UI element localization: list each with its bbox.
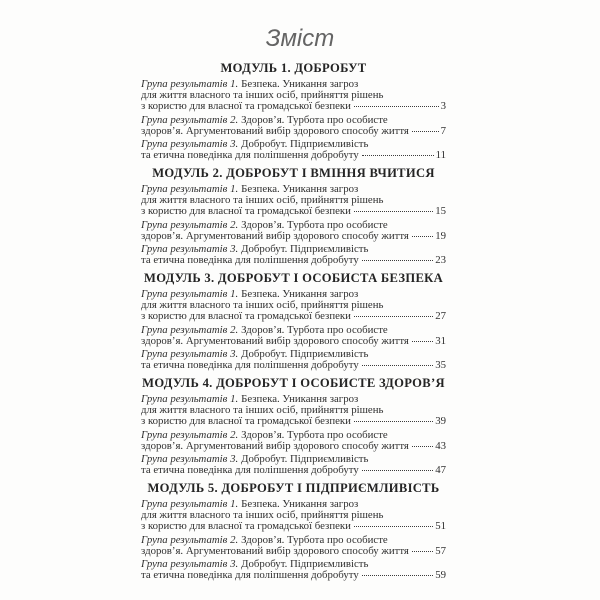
entry-lead: Група результатів 3. [141,453,239,465]
toc-entry [141,244,446,266]
entry-lead: Група результатів 2. [141,113,239,126]
page-number: 43 [435,439,446,452]
entry-text: Безпека. Уникання загроз [241,183,359,195]
entry-lead: Група результатів 1. [141,498,239,510]
entry-line [141,441,446,452]
entry-text: для життя власного та інших осіб, прийняття рішень [141,299,384,311]
entry-lead: Група результатів 1. [141,288,239,300]
entry-line [141,311,446,322]
entry-line [141,150,446,161]
entry-text: здоров’я. Аргументований вибір здорового способу життя [141,544,409,557]
entry-line [141,206,446,217]
entry-line [141,535,446,546]
dot-leader [362,470,433,471]
entry-text: Добробут. Підприємливість [241,243,369,255]
page-number: 23 [435,254,446,266]
entry-text: Добробут. Підприємливість [241,348,369,360]
entry-line [141,465,446,476]
entry-lead: Група результатів 2. [141,428,239,441]
entry-text: Здоров’я. Турбота про особисте [241,323,388,336]
entry-lead: Група результатів 2. [141,533,239,546]
entry-line [141,570,446,581]
entry-text: Добробут. Підприємливість [241,138,369,150]
entry-text: з користю для власної та громадської безпеки [141,310,351,322]
toc-entry [141,454,446,476]
page-number: 35 [435,359,446,371]
entry-text: здоров’я. Аргументований вибір здорового способу життя [141,439,409,452]
dot-leader [354,316,433,317]
entry-lead: Група результатів 3. [141,138,239,150]
page-number: 19 [435,229,446,242]
dot-leader [354,211,433,212]
entry-text: здоров’я. Аргументований вибір здорового способу життя [141,229,409,242]
entry-line [141,416,446,427]
toc [141,62,446,581]
dot-leader [412,341,433,342]
toc-entry [141,325,446,347]
toc-entry [141,220,446,242]
page-title: Зміст [265,25,335,52]
entry-text: Здоров’я. Турбота про особисте [241,113,388,126]
entry-line [141,430,446,441]
dot-leader [412,446,433,447]
page-number: 11 [435,149,446,161]
entry-text: здоров’я. Аргументований вибір здорового способу життя [141,124,409,137]
entry-text: для життя власного та інших осіб, прийняття рішень [141,404,384,416]
dot-leader [362,365,433,366]
entry-lead: Група результатів 3. [141,348,239,360]
page-number: 7 [440,124,446,137]
entry-text: для життя власного та інших осіб, прийняття рішень [141,194,384,206]
entry-line [141,101,446,112]
dot-leader [362,575,433,576]
toc-entry [141,394,446,427]
entry-text: та етична поведінка для поліпшення добробуту [141,464,359,476]
dot-leader [354,421,433,422]
page-number: 51 [435,520,446,532]
page-number: 15 [435,205,446,217]
entry-lead: Група результатів 3. [141,243,239,255]
entry-text: Добробут. Підприємливість [241,453,369,465]
toc-entry [141,184,446,217]
entry-text: Безпека. Уникання загроз [241,78,359,90]
page-number: 31 [435,334,446,347]
entry-line [141,521,446,532]
entry-lead: Група результатів 3. [141,558,239,570]
entry-text: та етична поведінка для поліпшення добробуту [141,359,359,371]
entry-text: Здоров’я. Турбота про особисте [241,218,388,231]
entry-line [141,546,446,557]
entry-text: Здоров’я. Турбота про особисте [241,533,388,546]
entry-text: та етична поведінка для поліпшення добробуту [141,569,359,581]
toc-entry [141,559,446,581]
entry-lead: Група результатів 1. [141,183,239,195]
dot-leader [412,131,439,132]
dot-leader [362,260,433,261]
entry-line [141,325,446,336]
module-heading: МОДУЛЬ 4. ДОБРОБУТ І ОСОБИСТЕ ЗДОРОВ’Я [142,376,445,390]
module-heading: МОДУЛЬ 2. ДОБРОБУТ І ВМІННЯ ВЧИТИСЯ [152,166,435,180]
module-heading: МОДУЛЬ 3. ДОБРОБУТ І ОСОБИСТА БЕЗПЕКА [144,271,443,285]
dot-leader [354,526,433,527]
toc-entry [141,499,446,532]
entry-text: для життя власного та інших осіб, прийняття рішень [141,509,384,521]
toc-entry [141,79,446,112]
page-number: 57 [435,544,446,557]
toc-entry [141,115,446,137]
entry-lead: Група результатів 1. [141,393,239,405]
module-heading: МОДУЛЬ 1. ДОБРОБУТ [220,61,367,75]
page-number: 27 [435,310,446,322]
entry-text: та етична поведінка для поліпшення добробуту [141,149,359,161]
entry-text: з користю для власної та громадської безпеки [141,100,351,112]
entry-line [141,360,446,371]
entry-line [141,231,446,242]
entry-text: для життя власного та інших осіб, прийняття рішень [141,89,384,101]
entry-line [141,220,446,231]
toc-entry [141,535,446,557]
entry-text: Здоров’я. Турбота про особисте [241,428,388,441]
entry-text: Безпека. Уникання загроз [241,498,359,510]
page-number: 39 [435,415,446,427]
toc-entry [141,349,446,371]
entry-line [141,336,446,347]
dot-leader [412,551,433,552]
module-heading: МОДУЛЬ 5. ДОБРОБУТ І ПІДПРИЄМЛИВІСТЬ [147,481,440,495]
dot-leader [354,106,439,107]
entry-text: з користю для власної та громадської безпеки [141,205,351,217]
page-number: 3 [440,100,446,112]
page-number: 47 [435,464,446,476]
toc-entry [141,430,446,452]
toc-entry [141,289,446,322]
entry-text: з користю для власної та громадської безпеки [141,415,351,427]
entry-lead: Група результатів 2. [141,323,239,336]
entry-text: Добробут. Підприємливість [241,558,369,570]
entry-text: здоров’я. Аргументований вибір здорового способу життя [141,334,409,347]
entry-lead: Група результатів 1. [141,78,239,90]
entry-lead: Група результатів 2. [141,218,239,231]
dot-leader [362,155,434,156]
entry-text: Безпека. Уникання загроз [241,393,359,405]
entry-line [141,115,446,126]
entry-line [141,255,446,266]
page-number: 59 [435,569,446,581]
entry-text: та етична поведінка для поліпшення добробуту [141,254,359,266]
entry-text: з користю для власної та громадської безпеки [141,520,351,532]
entry-text: Безпека. Уникання загроз [241,288,359,300]
entry-line [141,126,446,137]
toc-entry [141,139,446,161]
dot-leader [412,236,433,237]
